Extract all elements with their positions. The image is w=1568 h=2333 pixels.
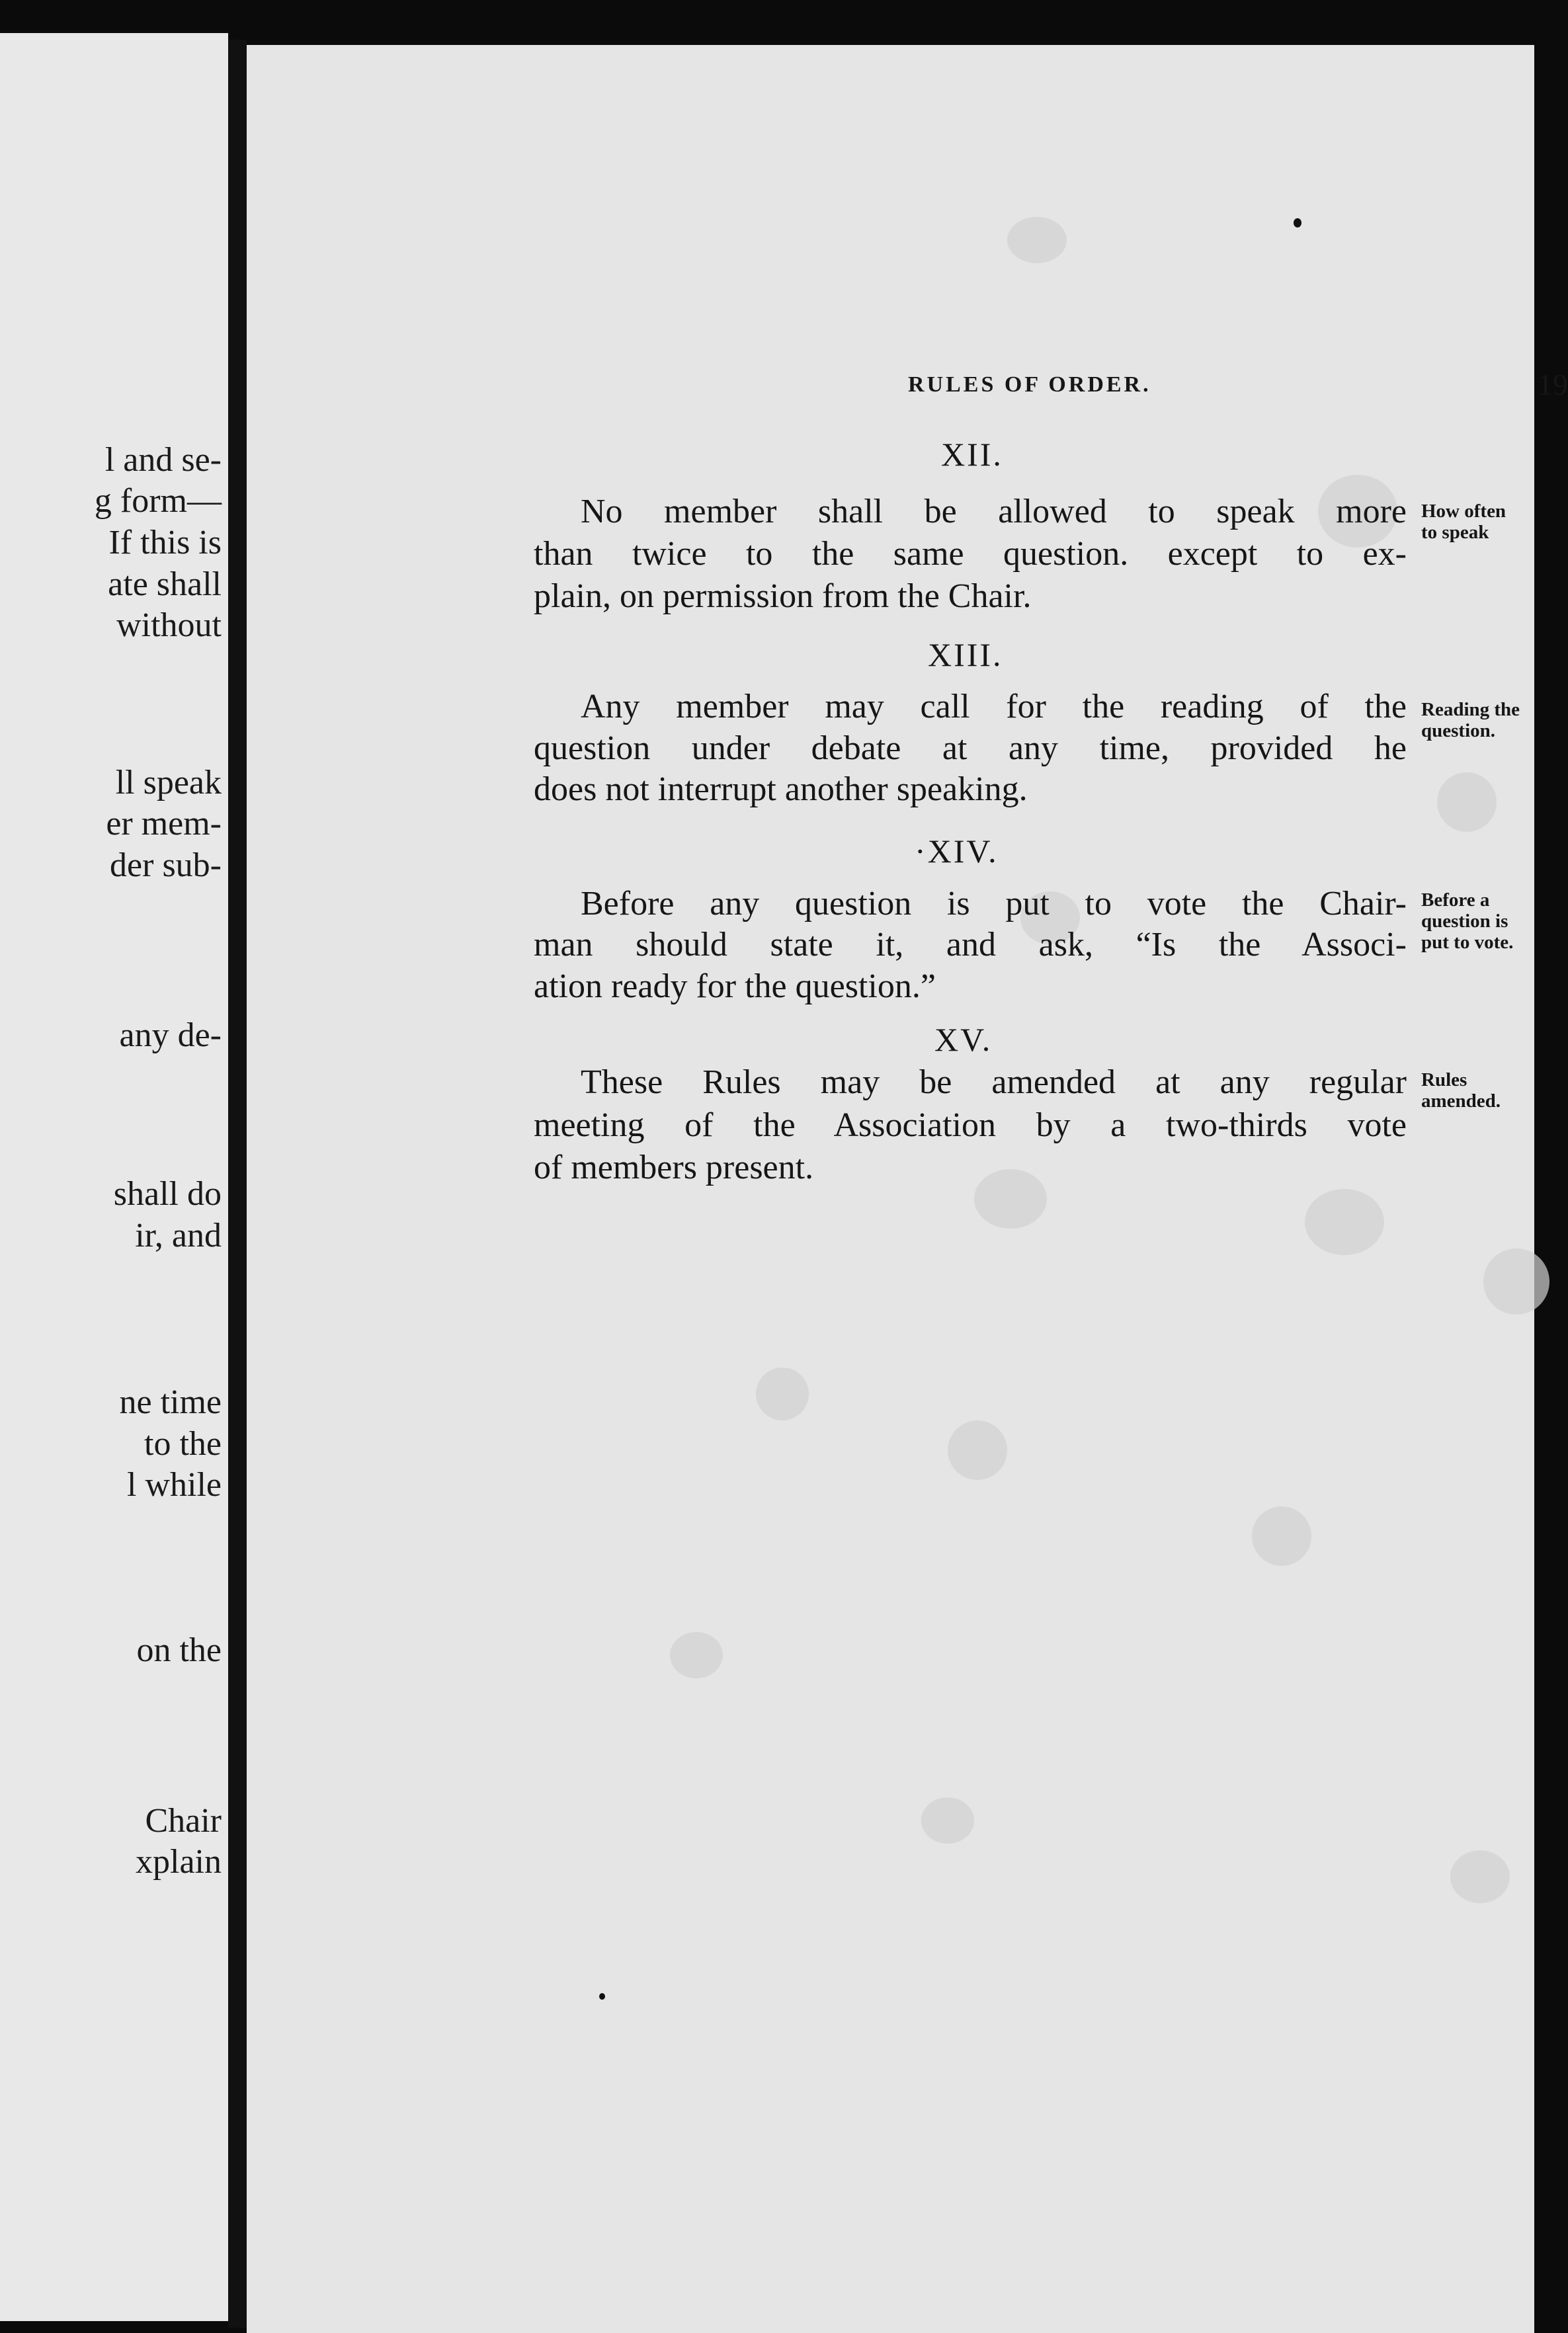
left-page-line: l while <box>127 1466 222 1504</box>
paragraph-line: than twice to the same question. except to ex- <box>534 535 1407 573</box>
margin-note-line: amended. <box>1421 1090 1501 1112</box>
margin-note-line: Rules <box>1421 1069 1467 1090</box>
paper-stain <box>1450 1850 1510 1903</box>
margin-note-line: put to vote. <box>1421 931 1514 953</box>
paragraph-line: No member shall be allowed to speak more <box>581 493 1407 530</box>
current-page <box>247 45 1568 2333</box>
left-page-line: er mem- <box>106 805 222 842</box>
ink-speck <box>599 1993 605 2000</box>
paper-stain <box>1252 1506 1311 1566</box>
section-numeral: ·XIV. <box>915 833 999 870</box>
paragraph-line: of members present. <box>534 1149 814 1186</box>
paragraph-line: ation ready for the question.” <box>534 967 936 1005</box>
left-page-line: g form— <box>94 482 222 520</box>
paper-stain <box>1007 217 1067 263</box>
page-number: 19 <box>1538 368 1568 401</box>
left-page-line: shall do <box>113 1175 222 1213</box>
left-page-line: without <box>116 606 222 644</box>
paragraph-line: Before any question is put to vote the Chair- <box>581 885 1407 922</box>
margin-note-line: Before a <box>1421 889 1490 911</box>
left-page-line: der sub- <box>110 846 222 884</box>
left-page-line: xplain <box>136 1843 222 1881</box>
left-page-line: ll speak <box>115 764 222 801</box>
margin-note <box>1421 1070 1547 1112</box>
margin-note-line: Reading the <box>1421 699 1520 720</box>
left-page-line: ate shall <box>108 565 222 603</box>
margin-note-line: question is <box>1421 910 1508 932</box>
paragraph-line: Any member may call for the reading of the <box>581 688 1407 725</box>
left-page-line: Chair <box>145 1802 222 1840</box>
paragraph-line: man should state it, and ask, “Is the Associ- <box>534 926 1407 963</box>
paper-stain <box>921 1797 974 1844</box>
ink-speck <box>1294 218 1301 227</box>
paragraph-line: plain, on permission from the Chair. <box>534 577 1032 615</box>
paper-stain <box>948 1420 1007 1480</box>
paragraph-line: These Rules may be amended at any regular <box>581 1063 1407 1101</box>
section-numeral: XII. <box>941 436 1003 473</box>
left-page-line: to the <box>144 1425 222 1463</box>
section-numeral: XV. <box>934 1021 993 1058</box>
margin-note <box>1421 501 1547 544</box>
left-page-line: any de- <box>119 1016 222 1054</box>
margin-note <box>1421 700 1547 742</box>
left-page-line: ne time <box>119 1383 222 1421</box>
previous-page-fragment <box>0 33 228 2321</box>
paper-stain <box>756 1368 809 1420</box>
paragraph-line: question under debate at any time, provided he <box>534 729 1407 767</box>
paper-stain <box>670 1632 723 1678</box>
margin-note <box>1421 890 1547 954</box>
margin-note-line: question. <box>1421 719 1496 741</box>
paper-stain <box>1483 1248 1549 1315</box>
paragraph-line: meeting of the Association by a two-thirds vote <box>534 1106 1407 1144</box>
left-page-line: on the <box>136 1631 222 1669</box>
running-head: RULES OF ORDER. <box>908 372 1151 397</box>
paragraph-line: does not interrupt another speaking. <box>534 770 1028 808</box>
left-page-line: ir, and <box>135 1217 222 1254</box>
left-page-line: If this is <box>108 524 222 561</box>
paper-stain <box>1437 772 1497 832</box>
left-page-line: l and se- <box>104 441 222 479</box>
paper-stain <box>1305 1189 1384 1255</box>
book-gutter <box>228 40 247 2328</box>
margin-note-line: How often <box>1421 501 1506 522</box>
section-numeral: XIII. <box>928 636 1003 673</box>
margin-note-line: to speak <box>1421 521 1489 543</box>
